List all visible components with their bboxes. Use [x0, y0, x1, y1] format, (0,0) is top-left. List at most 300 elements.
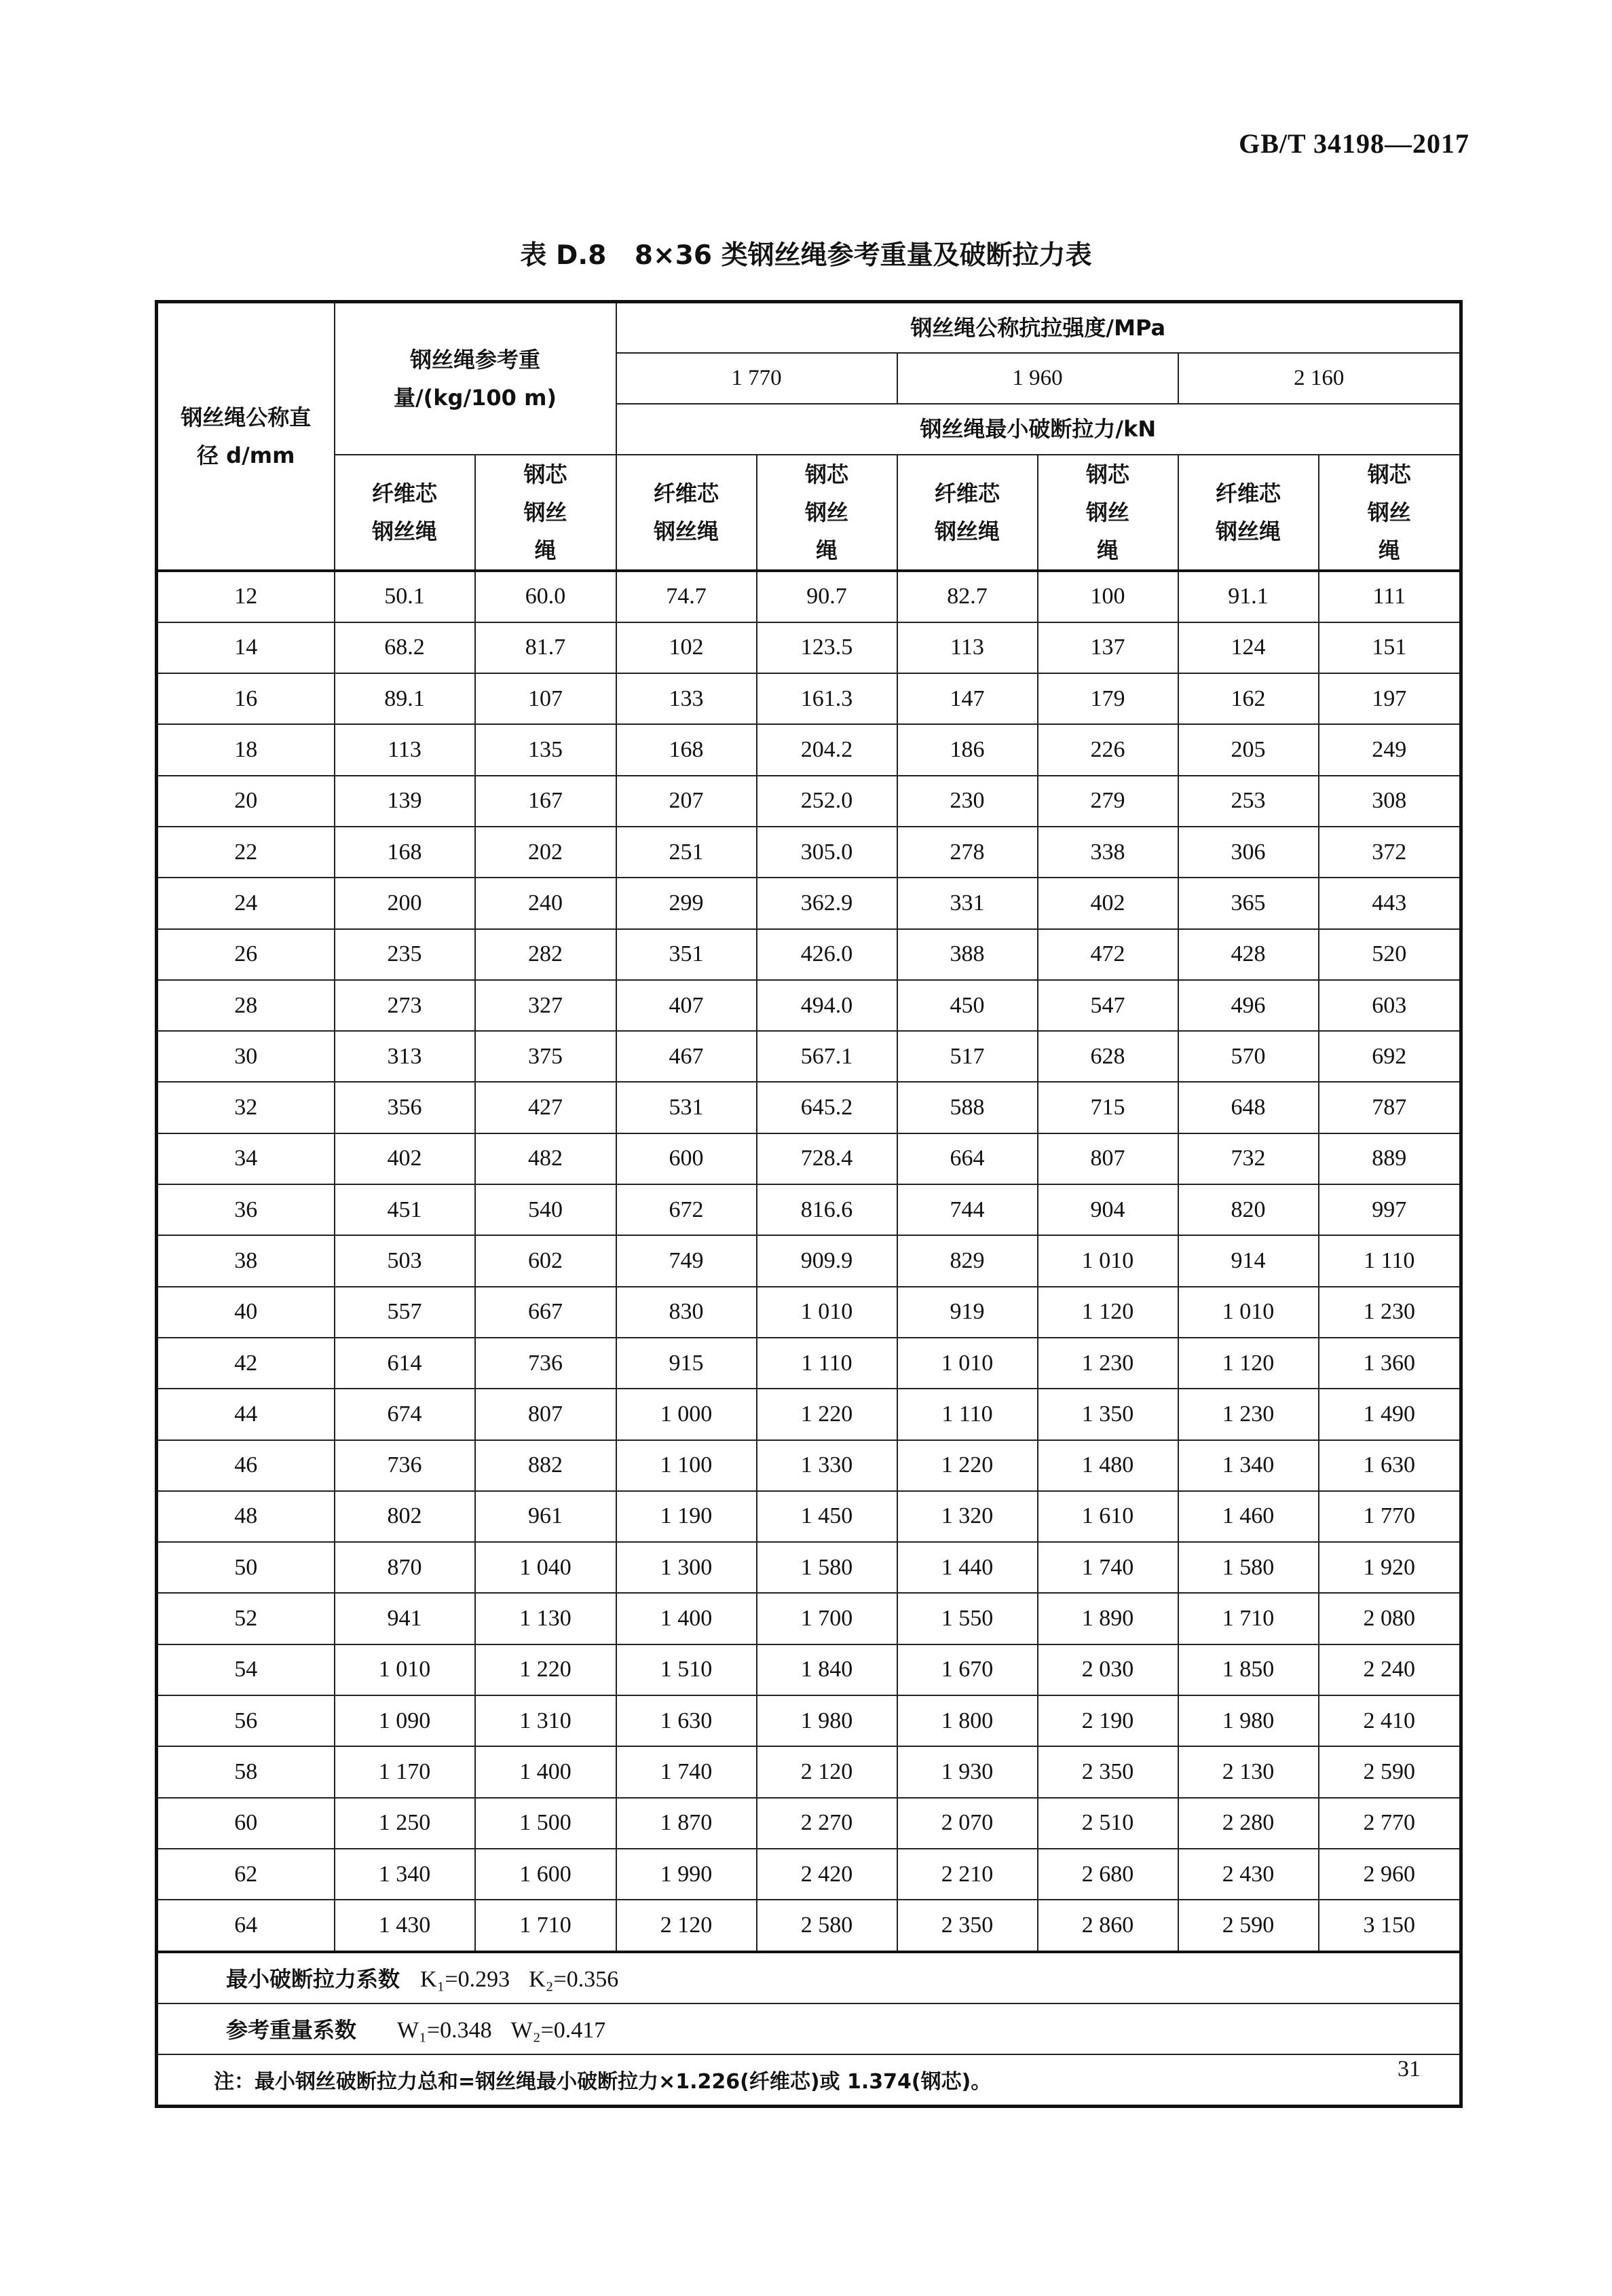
k2-value: K₂=0.356: [529, 1967, 619, 1993]
value-cell: 426.0: [757, 929, 897, 980]
table-row: [157, 929, 1461, 980]
value-cell: 427: [475, 1082, 616, 1133]
value-cell: 1 600: [475, 1849, 616, 1900]
value-cell: 402: [1038, 878, 1178, 928]
value-cell: 829: [897, 1235, 1038, 1286]
value-cell: 715: [1038, 1082, 1178, 1133]
value-cell: 1 010: [1178, 1287, 1319, 1338]
sub-fiber-core: 纤维芯钢丝绳: [335, 455, 475, 571]
value-cell: 2 590: [1319, 1746, 1461, 1797]
value-cell: 450: [897, 980, 1038, 1031]
diameter-cell: 24: [157, 878, 335, 928]
value-cell: 388: [897, 929, 1038, 980]
value-cell: 882: [475, 1440, 616, 1491]
value-cell: 736: [335, 1440, 475, 1491]
value-cell: 1 670: [897, 1644, 1038, 1695]
diameter-cell: 16: [157, 673, 335, 724]
value-cell: 2 070: [897, 1798, 1038, 1849]
value-cell: 1 170: [335, 1746, 475, 1797]
diameter-cell: 62: [157, 1849, 335, 1900]
value-cell: 168: [335, 827, 475, 878]
value-cell: 308: [1319, 776, 1461, 827]
value-cell: 338: [1038, 827, 1178, 878]
break-coef-row: [157, 1952, 1461, 2003]
value-cell: 1 340: [1178, 1440, 1319, 1491]
weight-coef-row: [157, 2003, 1461, 2054]
value-cell: 278: [897, 827, 1038, 878]
table-row: [157, 1031, 1461, 1082]
diameter-cell: 12: [157, 571, 335, 622]
value-cell: 249: [1319, 724, 1461, 775]
value-cell: 1 930: [897, 1746, 1038, 1797]
value-cell: 204.2: [757, 724, 897, 775]
value-cell: 107: [475, 673, 616, 724]
table-row: [157, 673, 1461, 724]
value-cell: 305.0: [757, 827, 897, 878]
value-cell: 787: [1319, 1082, 1461, 1133]
strength-grade-1770: 1 770: [616, 353, 897, 404]
value-cell: 1 710: [475, 1900, 616, 1951]
value-cell: 402: [335, 1133, 475, 1184]
value-cell: 74.7: [616, 571, 757, 622]
value-cell: 1 220: [475, 1644, 616, 1695]
value-cell: 1 550: [897, 1593, 1038, 1644]
value-cell: 2 080: [1319, 1593, 1461, 1644]
value-cell: 1 110: [897, 1389, 1038, 1439]
table-row: [157, 1900, 1461, 1951]
value-cell: 1 330: [757, 1440, 897, 1491]
strength-grade-2160: 2 160: [1178, 353, 1461, 404]
table-number: 表 D.8: [520, 240, 607, 271]
sub-fiber-core: 纤维芯钢丝绳: [897, 455, 1038, 571]
value-cell: 732: [1178, 1133, 1319, 1184]
value-cell: 2 770: [1319, 1798, 1461, 1849]
value-cell: 2 420: [757, 1849, 897, 1900]
value-cell: 728.4: [757, 1133, 897, 1184]
value-cell: 1 580: [1178, 1542, 1319, 1593]
value-cell: 3 150: [1319, 1900, 1461, 1951]
value-cell: 807: [475, 1389, 616, 1439]
value-cell: 186: [897, 724, 1038, 775]
sub-steel-core: 钢芯钢丝绳: [757, 455, 897, 571]
table-row: [157, 1082, 1461, 1133]
value-cell: 503: [335, 1235, 475, 1286]
value-cell: 372: [1319, 827, 1461, 878]
page-number: 31: [1398, 2056, 1421, 2082]
value-cell: 1 360: [1319, 1338, 1461, 1389]
value-cell: 496: [1178, 980, 1319, 1031]
table-row: [157, 1644, 1461, 1695]
diameter-cell: 18: [157, 724, 335, 775]
value-cell: 139: [335, 776, 475, 827]
sub-steel-core: 钢芯钢丝绳: [1319, 455, 1461, 571]
table-row: [157, 1338, 1461, 1389]
diameter-cell: 44: [157, 1389, 335, 1439]
value-cell: 1 800: [897, 1695, 1038, 1746]
w2-value: W₂=0.417: [510, 2018, 606, 2044]
value-cell: 2 430: [1178, 1849, 1319, 1900]
table-row: [157, 827, 1461, 878]
value-cell: 428: [1178, 929, 1319, 980]
value-cell: 1 510: [616, 1644, 757, 1695]
diameter-cell: 58: [157, 1746, 335, 1797]
value-cell: 914: [1178, 1235, 1319, 1286]
diameter-cell: 48: [157, 1491, 335, 1542]
value-cell: 282: [475, 929, 616, 980]
diameter-cell: 52: [157, 1593, 335, 1644]
value-cell: 147: [897, 673, 1038, 724]
diameter-cell: 50: [157, 1542, 335, 1593]
diameter-cell: 60: [157, 1798, 335, 1849]
value-cell: 2 270: [757, 1798, 897, 1849]
table-row: [157, 980, 1461, 1031]
standard-code: GB/T 34198—2017: [1239, 128, 1469, 159]
value-cell: 802: [335, 1491, 475, 1542]
value-cell: 807: [1038, 1133, 1178, 1184]
value-cell: 1 580: [757, 1542, 897, 1593]
value-cell: 252.0: [757, 776, 897, 827]
value-cell: 667: [475, 1287, 616, 1338]
value-cell: 1 480: [1038, 1440, 1178, 1491]
weight-coef-label: 参考重量系数: [226, 2017, 357, 2044]
value-cell: 1 230: [1038, 1338, 1178, 1389]
value-cell: 133: [616, 673, 757, 724]
table-row: [157, 571, 1461, 622]
value-cell: 299: [616, 878, 757, 928]
value-cell: 749: [616, 1235, 757, 1286]
value-cell: 467: [616, 1031, 757, 1082]
value-cell: 2 590: [1178, 1900, 1319, 1951]
sub-fiber-core: 纤维芯钢丝绳: [1178, 455, 1319, 571]
value-cell: 113: [897, 622, 1038, 673]
value-cell: 547: [1038, 980, 1178, 1031]
value-cell: 2 240: [1319, 1644, 1461, 1695]
value-cell: 1 000: [616, 1389, 757, 1439]
diameter-cell: 36: [157, 1184, 335, 1235]
value-cell: 744: [897, 1184, 1038, 1235]
value-cell: 1 430: [335, 1900, 475, 1951]
value-cell: 1 740: [1038, 1542, 1178, 1593]
table-row: [157, 1542, 1461, 1593]
diameter-cell: 20: [157, 776, 335, 827]
value-cell: 600: [616, 1133, 757, 1184]
value-cell: 253: [1178, 776, 1319, 827]
value-cell: 1 500: [475, 1798, 616, 1849]
value-cell: 870: [335, 1542, 475, 1593]
value-cell: 816.6: [757, 1184, 897, 1235]
value-cell: 273: [335, 980, 475, 1031]
value-cell: 1 850: [1178, 1644, 1319, 1695]
w1-value: W₁=0.348: [397, 2018, 492, 2044]
value-cell: 614: [335, 1338, 475, 1389]
value-cell: 1 450: [757, 1491, 897, 1542]
value-cell: 235: [335, 929, 475, 980]
value-cell: 168: [616, 724, 757, 775]
value-cell: 1 130: [475, 1593, 616, 1644]
value-cell: 648: [1178, 1082, 1319, 1133]
value-cell: 407: [616, 980, 757, 1031]
value-cell: 50.1: [335, 571, 475, 622]
value-cell: 1 870: [616, 1798, 757, 1849]
value-cell: 179: [1038, 673, 1178, 724]
header-diameter: 钢丝绳公称直径 d/mm: [157, 302, 335, 571]
diameter-cell: 46: [157, 1440, 335, 1491]
value-cell: 365: [1178, 878, 1319, 928]
steel-rope-table: [155, 300, 1463, 2108]
table-row: [157, 1184, 1461, 1235]
table-row: [157, 1593, 1461, 1644]
value-cell: 941: [335, 1593, 475, 1644]
value-cell: 915: [616, 1338, 757, 1389]
value-cell: 2 130: [1178, 1746, 1319, 1797]
value-cell: 674: [335, 1389, 475, 1439]
value-cell: 1 100: [616, 1440, 757, 1491]
sub-steel-core: 钢芯钢丝绳: [1038, 455, 1178, 571]
table-row: [157, 1798, 1461, 1849]
value-cell: 736: [475, 1338, 616, 1389]
value-cell: 672: [616, 1184, 757, 1235]
value-cell: 889: [1319, 1133, 1461, 1184]
value-cell: 2 860: [1038, 1900, 1178, 1951]
value-cell: 306: [1178, 827, 1319, 878]
value-cell: 91.1: [1178, 571, 1319, 622]
diameter-cell: 56: [157, 1695, 335, 1746]
sub-steel-core: 钢芯钢丝绳: [475, 455, 616, 571]
value-cell: 226: [1038, 724, 1178, 775]
header-break-force: 钢丝绳最小破断拉力/kN: [616, 404, 1461, 455]
value-cell: 207: [616, 776, 757, 827]
table-row: [157, 724, 1461, 775]
k1-value: K₁=0.293: [420, 1967, 510, 1993]
value-cell: 2 960: [1319, 1849, 1461, 1900]
value-cell: 205: [1178, 724, 1319, 775]
value-cell: 1 220: [897, 1440, 1038, 1491]
value-cell: 451: [335, 1184, 475, 1235]
value-cell: 557: [335, 1287, 475, 1338]
table-row: [157, 1849, 1461, 1900]
value-cell: 68.2: [335, 622, 475, 673]
value-cell: 570: [1178, 1031, 1319, 1082]
diameter-cell: 38: [157, 1235, 335, 1286]
value-cell: 1 340: [335, 1849, 475, 1900]
value-cell: 2 190: [1038, 1695, 1178, 1746]
strength-grade-1960: 1 960: [897, 353, 1178, 404]
value-cell: 1 110: [1319, 1235, 1461, 1286]
value-cell: 567.1: [757, 1031, 897, 1082]
value-cell: 362.9: [757, 878, 897, 928]
value-cell: 2 280: [1178, 1798, 1319, 1849]
value-cell: 240: [475, 878, 616, 928]
value-cell: 1 230: [1178, 1389, 1319, 1439]
value-cell: 1 220: [757, 1389, 897, 1439]
value-cell: 1 400: [475, 1746, 616, 1797]
table-body: [157, 571, 1461, 1952]
value-cell: 1 400: [616, 1593, 757, 1644]
value-cell: 1 250: [335, 1798, 475, 1849]
value-cell: 313: [335, 1031, 475, 1082]
table-row: [157, 1695, 1461, 1746]
value-cell: 81.7: [475, 622, 616, 673]
value-cell: 904: [1038, 1184, 1178, 1235]
value-cell: 664: [897, 1133, 1038, 1184]
break-coef-label: 最小破断拉力系数: [226, 1966, 400, 1993]
value-cell: 351: [616, 929, 757, 980]
value-cell: 1 350: [1038, 1389, 1178, 1439]
value-cell: 820: [1178, 1184, 1319, 1235]
table-row: [157, 1389, 1461, 1439]
header-strength: 钢丝绳公称抗拉强度/MPa: [616, 302, 1461, 353]
value-cell: 167: [475, 776, 616, 827]
value-cell: 1 010: [335, 1644, 475, 1695]
value-cell: 919: [897, 1287, 1038, 1338]
table-caption: [0, 234, 1612, 272]
value-cell: 1 460: [1178, 1491, 1319, 1542]
value-cell: 1 010: [757, 1287, 897, 1338]
value-cell: 602: [475, 1235, 616, 1286]
value-cell: 89.1: [335, 673, 475, 724]
value-cell: 1 320: [897, 1491, 1038, 1542]
value-cell: 161.3: [757, 673, 897, 724]
value-cell: 1 120: [1038, 1287, 1178, 1338]
table-row: [157, 1746, 1461, 1797]
value-cell: 1 230: [1319, 1287, 1461, 1338]
diameter-cell: 34: [157, 1133, 335, 1184]
value-cell: 472: [1038, 929, 1178, 980]
value-cell: 997: [1319, 1184, 1461, 1235]
value-cell: 1 110: [757, 1338, 897, 1389]
value-cell: 1 990: [616, 1849, 757, 1900]
value-cell: 331: [897, 878, 1038, 928]
value-cell: 2 210: [897, 1849, 1038, 1900]
value-cell: 692: [1319, 1031, 1461, 1082]
value-cell: 1 610: [1038, 1491, 1178, 1542]
value-cell: 279: [1038, 776, 1178, 827]
value-cell: 1 010: [897, 1338, 1038, 1389]
value-cell: 327: [475, 980, 616, 1031]
value-cell: 82.7: [897, 571, 1038, 622]
diameter-cell: 14: [157, 622, 335, 673]
diameter-cell: 30: [157, 1031, 335, 1082]
value-cell: 111: [1319, 571, 1461, 622]
table-row: [157, 1491, 1461, 1542]
value-cell: 1 040: [475, 1542, 616, 1593]
table-row: [157, 878, 1461, 928]
value-cell: 1 300: [616, 1542, 757, 1593]
value-cell: 517: [897, 1031, 1038, 1082]
value-cell: 375: [475, 1031, 616, 1082]
value-cell: 1 740: [616, 1746, 757, 1797]
header-weight: 钢丝绳参考重量/(kg/100 m): [335, 302, 616, 455]
value-cell: 1 630: [1319, 1440, 1461, 1491]
value-cell: 1 010: [1038, 1235, 1178, 1286]
value-cell: 135: [475, 724, 616, 775]
value-cell: 1 190: [616, 1491, 757, 1542]
diameter-cell: 26: [157, 929, 335, 980]
value-cell: 137: [1038, 622, 1178, 673]
diameter-cell: 22: [157, 827, 335, 878]
value-cell: 2 120: [757, 1746, 897, 1797]
value-cell: 102: [616, 622, 757, 673]
value-cell: 2 510: [1038, 1798, 1178, 1849]
value-cell: 961: [475, 1491, 616, 1542]
value-cell: 1 120: [1178, 1338, 1319, 1389]
value-cell: 230: [897, 776, 1038, 827]
value-cell: 1 090: [335, 1695, 475, 1746]
table-row: [157, 1287, 1461, 1338]
value-cell: 645.2: [757, 1082, 897, 1133]
value-cell: 2 350: [897, 1900, 1038, 1951]
value-cell: 100: [1038, 571, 1178, 622]
value-cell: 60.0: [475, 571, 616, 622]
value-cell: 1 980: [1178, 1695, 1319, 1746]
value-cell: 1 630: [616, 1695, 757, 1746]
value-cell: 124: [1178, 622, 1319, 673]
value-cell: 90.7: [757, 571, 897, 622]
value-cell: 2 580: [757, 1900, 897, 1951]
diameter-cell: 28: [157, 980, 335, 1031]
diameter-cell: 54: [157, 1644, 335, 1695]
value-cell: 1 890: [1038, 1593, 1178, 1644]
value-cell: 531: [616, 1082, 757, 1133]
value-cell: 494.0: [757, 980, 897, 1031]
value-cell: 540: [475, 1184, 616, 1235]
value-cell: 443: [1319, 878, 1461, 928]
value-cell: 151: [1319, 622, 1461, 673]
note-row: [157, 2054, 1461, 2107]
value-cell: 520: [1319, 929, 1461, 980]
value-cell: 1 980: [757, 1695, 897, 1746]
value-cell: 197: [1319, 673, 1461, 724]
value-cell: 356: [335, 1082, 475, 1133]
table-title: 8×36 类钢丝绳参考重量及破断拉力表: [634, 240, 1092, 271]
value-cell: 830: [616, 1287, 757, 1338]
value-cell: 1 490: [1319, 1389, 1461, 1439]
value-cell: 1 440: [897, 1542, 1038, 1593]
value-cell: 113: [335, 724, 475, 775]
value-cell: 2 350: [1038, 1746, 1178, 1797]
value-cell: 588: [897, 1082, 1038, 1133]
value-cell: 251: [616, 827, 757, 878]
table-note: 注：最小钢丝破断拉力总和=钢丝绳最小破断拉力×1.226(纤维芯)或 1.374(钢芯)。: [157, 2054, 1461, 2107]
value-cell: 482: [475, 1133, 616, 1184]
value-cell: 2 120: [616, 1900, 757, 1951]
value-cell: 202: [475, 827, 616, 878]
table-row: [157, 776, 1461, 827]
value-cell: 2 680: [1038, 1849, 1178, 1900]
diameter-cell: 40: [157, 1287, 335, 1338]
diameter-cell: 42: [157, 1338, 335, 1389]
value-cell: 123.5: [757, 622, 897, 673]
table-row: [157, 1133, 1461, 1184]
value-cell: 909.9: [757, 1235, 897, 1286]
diameter-cell: 64: [157, 1900, 335, 1951]
table-row: [157, 1440, 1461, 1491]
diameter-cell: 32: [157, 1082, 335, 1133]
value-cell: 200: [335, 878, 475, 928]
value-cell: 1 700: [757, 1593, 897, 1644]
value-cell: 2 410: [1319, 1695, 1461, 1746]
value-cell: 1 920: [1319, 1542, 1461, 1593]
value-cell: 1 840: [757, 1644, 897, 1695]
table-row: [157, 1235, 1461, 1286]
value-cell: 1 710: [1178, 1593, 1319, 1644]
value-cell: 162: [1178, 673, 1319, 724]
value-cell: 2 030: [1038, 1644, 1178, 1695]
value-cell: 1 310: [475, 1695, 616, 1746]
sub-fiber-core: 纤维芯钢丝绳: [616, 455, 757, 571]
table-row: [157, 622, 1461, 673]
value-cell: 1 770: [1319, 1491, 1461, 1542]
